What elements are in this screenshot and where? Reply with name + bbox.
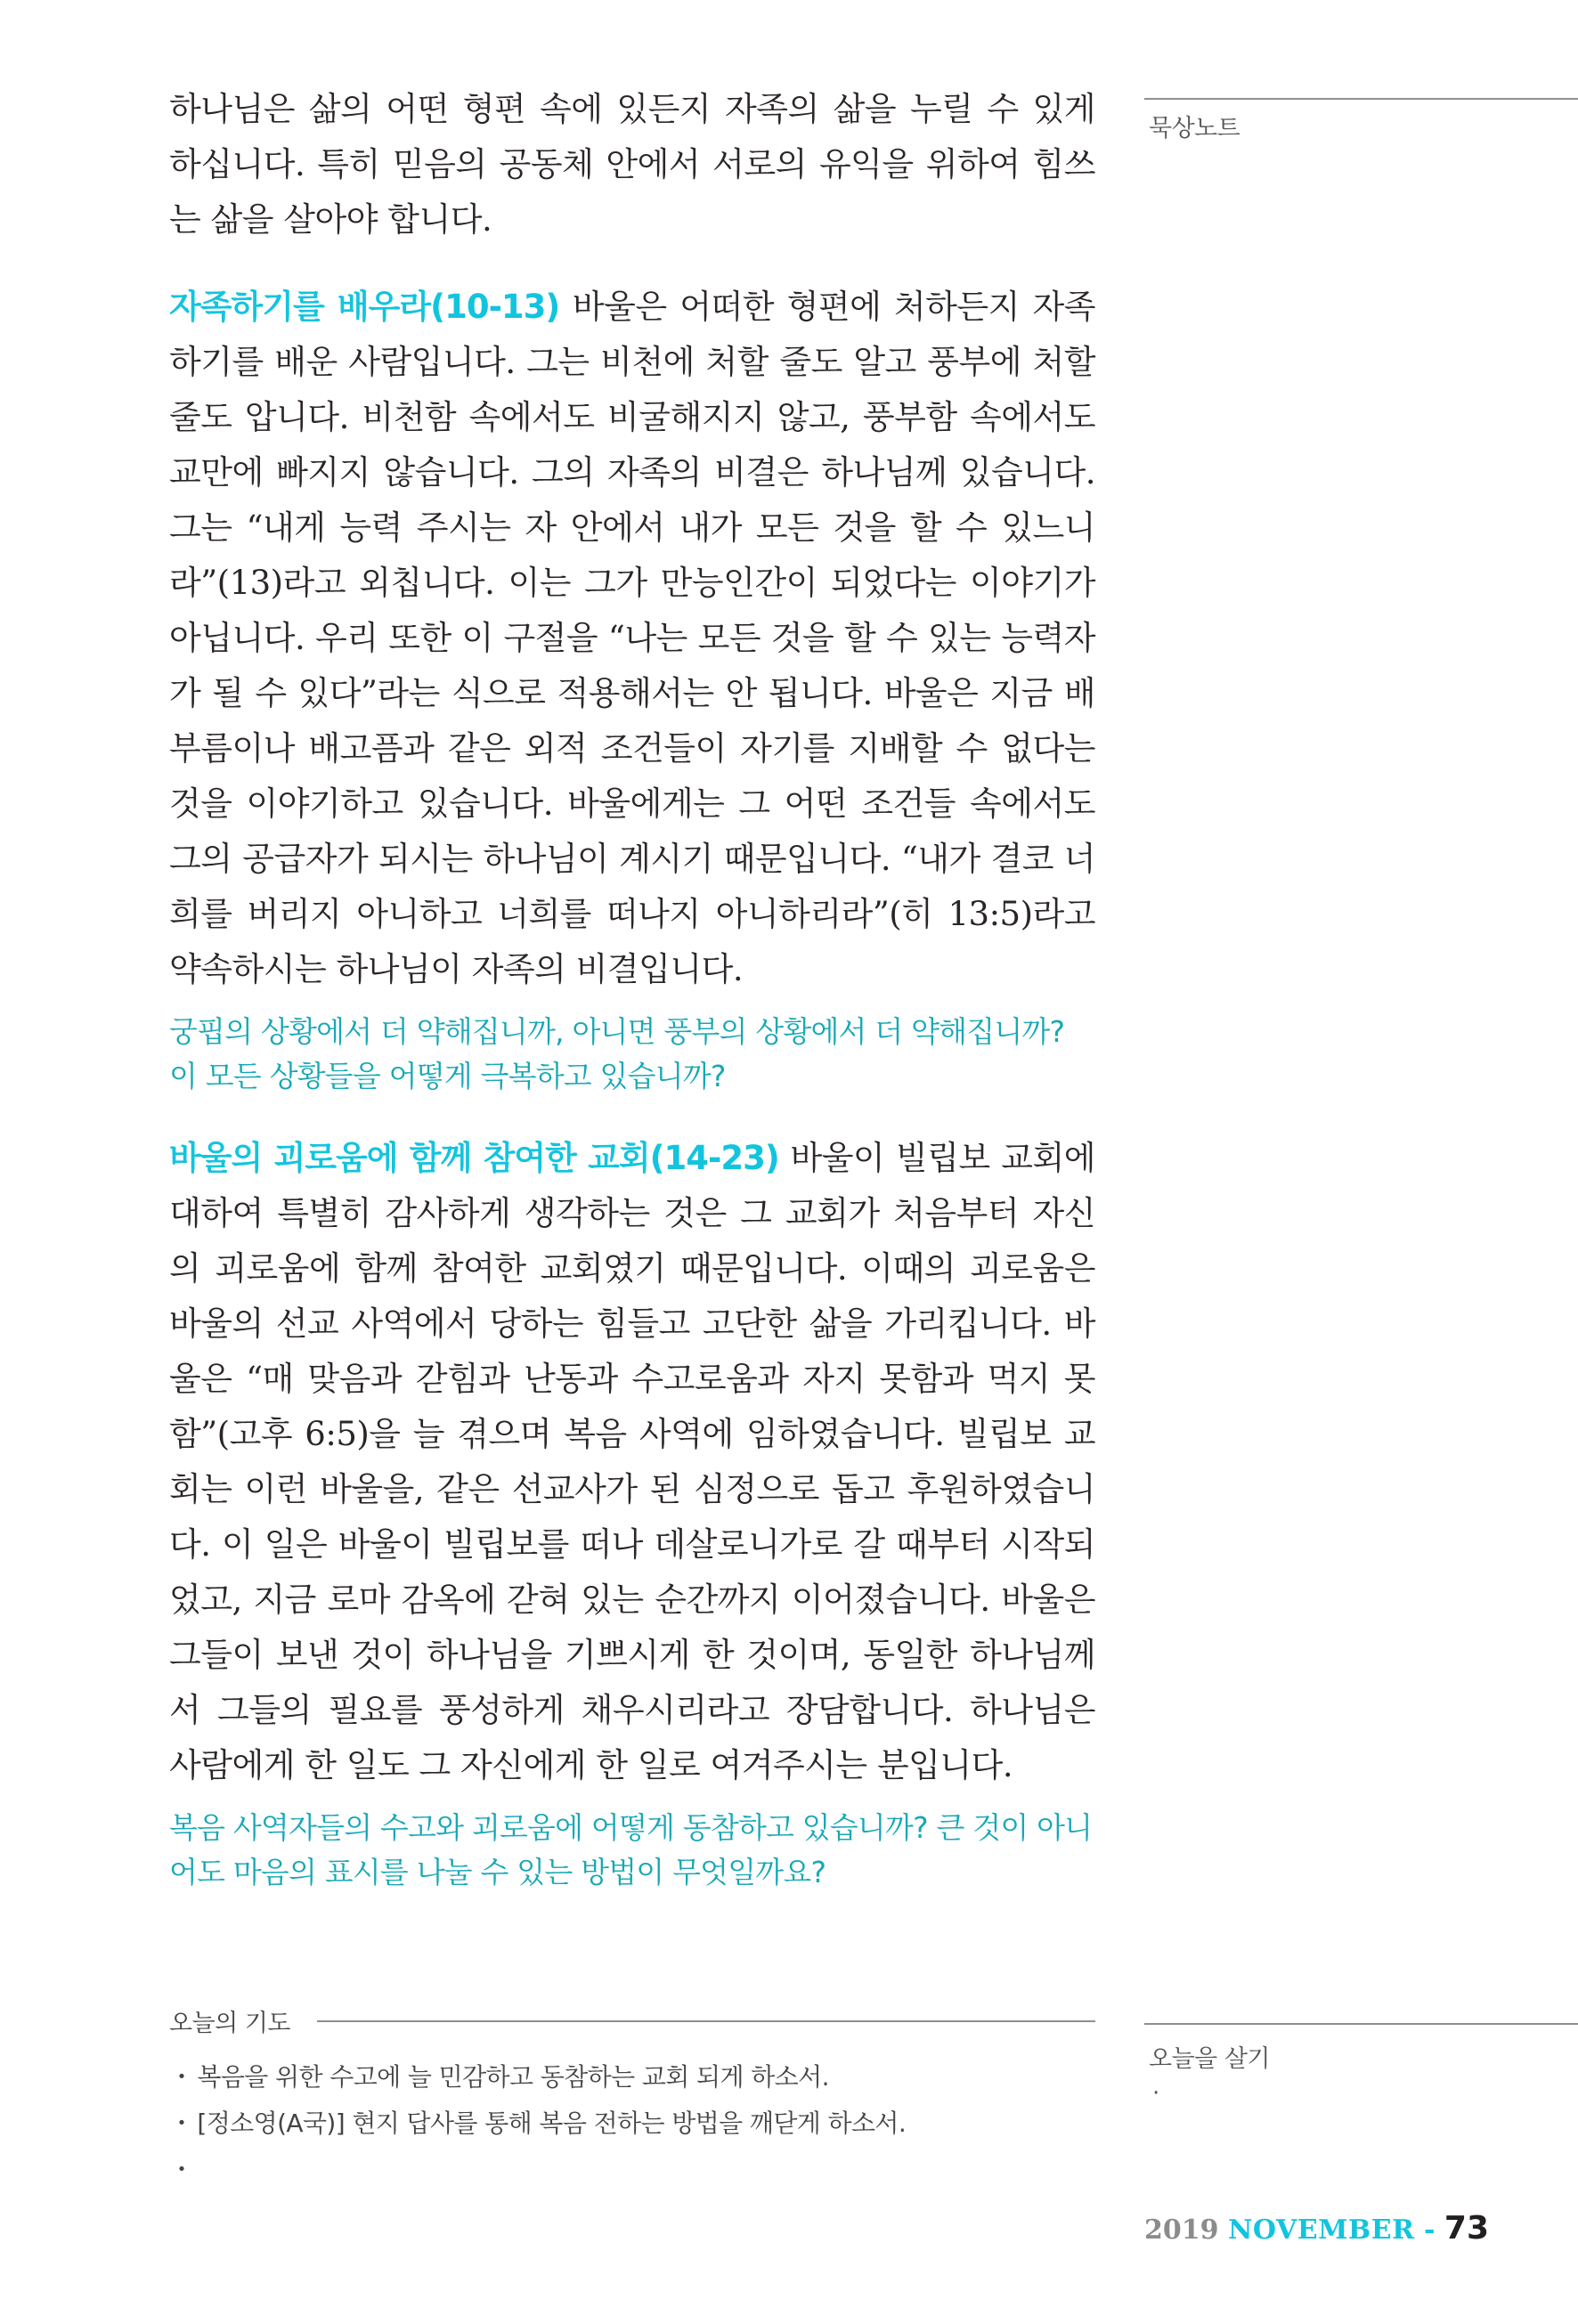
prayer-header <box>169 2003 1095 2038</box>
prayer-section <box>169 2003 1095 2193</box>
folio-month: NOVEMBER <box>1227 2214 1415 2246</box>
folio-year: 2019 <box>1144 2214 1219 2246</box>
section-1-heading: 자족하기를 배우라(10-13) <box>169 288 560 326</box>
section-1-question: 궁핍의 상황에서 더 약해집니까, 아니면 풍부의 상황에서 더 약해집니까? 이 모든 상황들을 어떻게 극복하고 있습니까? <box>169 1014 1065 1093</box>
prayer-title: 오늘의 기도 <box>169 2010 290 2037</box>
section-2-question: 복음 사역자들의 수고와 괴로움에 어떻게 동참하고 있습니까? 큰 것이 아니어도 마음의 표시를 나눌 수 있는 방법이 무엇일까요? <box>169 1810 1093 1889</box>
sidebar-bottom-rule <box>1144 2023 1578 2025</box>
main-content <box>169 82 1095 1895</box>
prayer-item: ・ 복음을 위한 수고에 늘 민감하고 동참하는 교회 되게 하소서. <box>169 2054 1095 2101</box>
prayer-item <box>169 2147 1095 2193</box>
prayer-rule <box>317 2020 1095 2022</box>
section-2-paragraph <box>169 1131 1095 1793</box>
section-2-heading: 바울의 괴로움에 함께 참여한 교회(14-23) <box>169 1139 779 1177</box>
today-living-label: 오늘을 살기 <box>1149 2045 1270 2073</box>
prayer-item: ・ [정소영(A국)] 현지 답사를 통해 복음 전하는 방법을 깨닫게 하소서. <box>169 2101 1095 2147</box>
section-1-paragraph <box>169 280 1095 997</box>
page-folio <box>1144 2210 1489 2247</box>
folio-dash: - <box>1423 2214 1436 2246</box>
page-number: 73 <box>1444 2210 1489 2247</box>
meditation-note-label: 묵상노트 <box>1149 115 1240 142</box>
intro-paragraph: 하나님은 삶의 어떤 형편 속에 있든지 자족의 삶을 누릴 수 있게 하십니다. 특히 믿음의 공동체 안에서 서로의 유익을 위하여 힘쓰는 삶을 살아야 합니다. <box>169 90 1095 239</box>
section-1-text: 바울은 어떠한 형편에 처하든지 자족하기를 배운 사람입니다. 그는 비천에 처할 줄도 알고 풍부에 처할 줄도 압니다. 비천함 속에서도 비굴해지지 않고, 풍부함 속에서도 교만에 빠지지 않습니다. 그의 자족의 비결은 하나님께 있습니다. 그는 “내게 능력 주시는 자 안에서 내가 모든 것을 할 수 있느니라”(13)라고 외칩니다. 이는 그가 만능인간이 되었다는 이야기가 아닙니다. 우리 또한 이 구절을 “나는 모든 것을 할 수 있는 능력자가 될 수 있다”라는 식으로 적용해서는 안 됩니다. 바울은 지금 배부름이나 배고픔과 같은 외적 조건들이 자기를 지배할 수 없다는 것을 이야기하고 있습니다. 바울에게는 그 어떤 조건들 속에서도 그의 공급자가 되시는 하나님이 계시기 때문입니다. “내가 결코 너희를 버리지 아니하고 너희를 떠나지 아니하리라”(히 13:5)라고 약속하시는 하나님이 자족의 비결입니다. <box>169 288 1095 988</box>
sidebar-top-rule <box>1144 98 1578 100</box>
prayer-list <box>169 2054 1095 2193</box>
today-living-bullet: · <box>1152 2080 1160 2107</box>
section-2-text: 바울이 빌립보 교회에 대하여 특별히 감사하게 생각하는 것은 그 교회가 처음부터 자신의 괴로움에 함께 참여한 교회였기 때문입니다. 이때의 괴로움은 바울의 선교 사역에서 당하는 힘들고 고단한 삶을 가리킵니다. 바울은 “매 맞음과 갇힘과 난동과 수고로움과 자지 못함과 먹지 못함”(고후 6:5)을 늘 겪으며 복음 사역에 임하였습니다. 빌립보 교회는 이런 바울을, 같은 선교사가 된 심정으로 돕고 후원하였습니다. 이 일은 바울이 빌립보를 떠나 데살로니가로 갈 때부터 시작되었고, 지금 로마 감옥에 갇혀 있는 순간까지 이어졌습니다. 바울은 그들이 보낸 것이 하나님을 기쁘시게 한 것이며, 동일한 하나님께서 그들의 필요를 풍성하게 채우시리라고 장담합니다. 하나님은 사람에게 한 일도 그 자신에게 한 일로 여겨주시는 분입니다. <box>169 1139 1095 1784</box>
